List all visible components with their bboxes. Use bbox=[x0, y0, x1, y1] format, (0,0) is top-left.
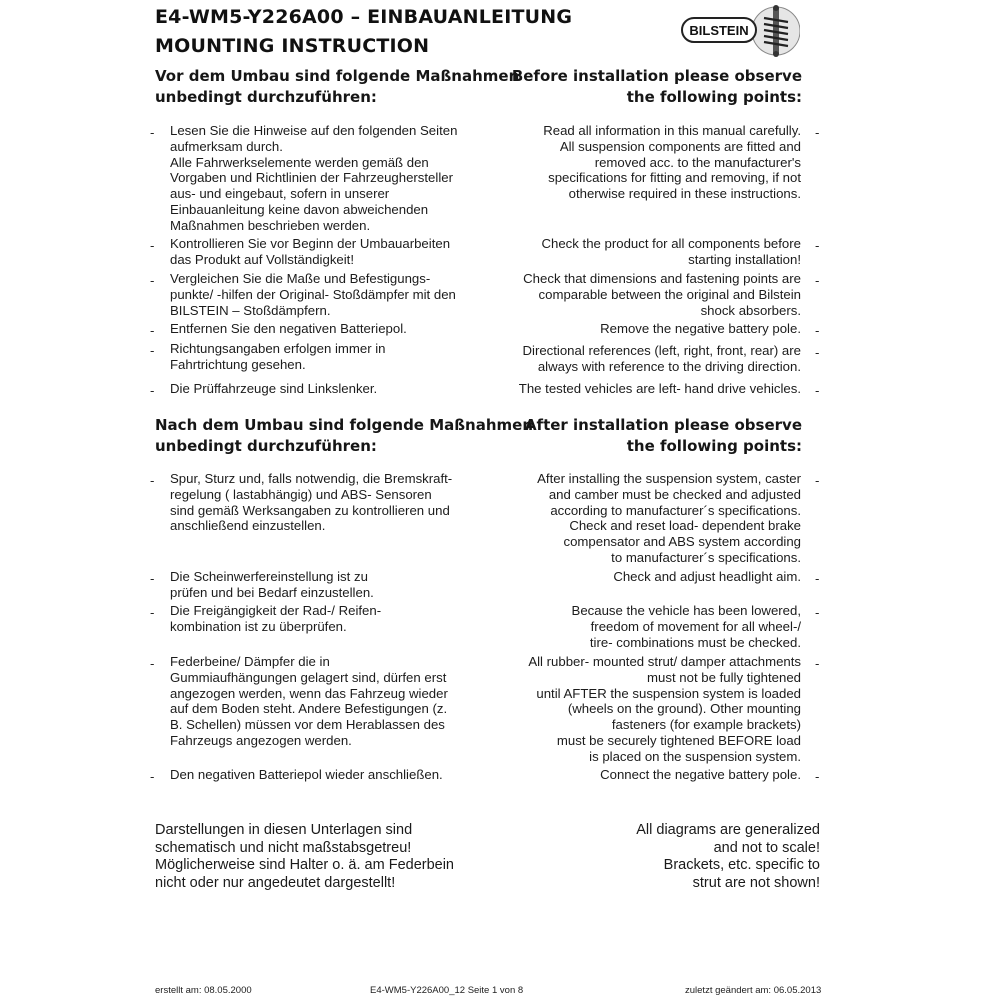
bilstein-logo bbox=[678, 2, 800, 60]
bullet-dash: - bbox=[150, 323, 155, 338]
instruction-line: until AFTER the suspension system is loaded bbox=[536, 685, 801, 701]
instruction-line: and camber must be checked and adjusted bbox=[548, 486, 801, 502]
bullet-dash: - bbox=[150, 125, 155, 140]
instruction-line: Vergleichen Sie die Maße und Befestigungs- bbox=[170, 271, 431, 286]
instruction-line: otherwise required in these instructions. bbox=[568, 186, 801, 202]
instruction-line: must be securely tightened BEFORE load bbox=[556, 732, 801, 748]
bullet-dash: - bbox=[150, 343, 155, 358]
instruction-line: according to manufacturer´s specifications. bbox=[550, 502, 801, 518]
instruction-line: Check the product for all components before bbox=[541, 236, 801, 251]
instruction-before-4-en bbox=[471, 321, 801, 337]
instruction-line: Remove the negative battery pole. bbox=[600, 321, 801, 336]
instruction-line: specifications for fitting and removing, if not bbox=[548, 170, 801, 186]
instruction-line: aus- und eingebaut, sofern in unserer bbox=[170, 186, 390, 202]
instruction-line: removed acc. to the manufacturer's bbox=[594, 154, 801, 170]
before-heading-en: Before installation please observe the following points: bbox=[511, 67, 802, 106]
instruction-after-5-de bbox=[170, 767, 480, 783]
instruction-line: comparable between the original and Bilstein bbox=[538, 286, 801, 302]
instruction-before-5-de bbox=[170, 341, 480, 373]
bullet-dash: - bbox=[815, 656, 820, 671]
instruction-line: must not be fully tightened bbox=[647, 669, 801, 685]
bullet-dash: - bbox=[150, 656, 155, 671]
instruction-line: Die Prüffahrzeuge sind Linkslenker. bbox=[170, 381, 378, 396]
diagram-note-en: All diagrams are generalized and not to scale! Brackets, etc. specific to strut are not shown! bbox=[636, 822, 820, 891]
footer-modified-date: zuletzt geändert am: 06.05.2013 bbox=[685, 985, 822, 996]
instruction-before-6-en bbox=[471, 381, 801, 397]
instruction-line: anschließend einzustellen. bbox=[170, 518, 326, 534]
instruction-line: starting installation! bbox=[688, 251, 801, 267]
instruction-line: Check that dimensions and fastening points are bbox=[523, 271, 801, 286]
instruction-line: auf dem Boden steht. Andere Befestigungen (z. bbox=[170, 701, 448, 717]
instruction-line: Lesen Sie die Hinweise auf den folgenden Seiten bbox=[170, 123, 458, 138]
instruction-after-5-en bbox=[471, 767, 801, 783]
instruction-after-2-de bbox=[170, 569, 480, 601]
instruction-line: shock absorbers. bbox=[700, 302, 801, 318]
instruction-line: Federbeine/ Dämpfer die in bbox=[170, 654, 330, 669]
bullet-dash: - bbox=[815, 323, 820, 338]
instruction-before-2-en bbox=[471, 236, 801, 268]
instruction-line: All rubber- mounted strut/ damper attachments bbox=[528, 654, 801, 669]
bullet-dash: - bbox=[815, 238, 820, 253]
instruction-line: is placed on the suspension system. bbox=[589, 748, 801, 764]
bullet-dash: - bbox=[150, 238, 155, 253]
after-heading-de: Nach dem Umbau sind folgende Maßnahmen unbedingt durchzuführen: bbox=[155, 416, 534, 455]
instruction-after-1-de bbox=[170, 471, 480, 534]
bullet-dash: - bbox=[815, 273, 820, 288]
instruction-line: Fahrtrichtung gesehen. bbox=[170, 356, 306, 372]
instruction-line: always with reference to the driving direction. bbox=[537, 358, 801, 374]
footer-page-number: E4-WM5-Y226A00_12 Seite 1 von 8 bbox=[370, 985, 524, 996]
instruction-line: The tested vehicles are left- hand drive vehicles. bbox=[518, 381, 801, 396]
instruction-line: compensator and ABS system according bbox=[563, 534, 801, 550]
after-heading-en: After installation please observe the following points: bbox=[524, 416, 802, 455]
instruction-before-3-de bbox=[170, 271, 480, 318]
instruction-line: punkte/ -hilfen der Original- Stoßdämpfer mit den bbox=[170, 286, 456, 302]
instruction-line: Directional references (left, right, front, rear) are bbox=[522, 343, 801, 358]
instruction-line: tire- combinations must be checked. bbox=[589, 634, 801, 650]
instruction-line: Kontrollieren Sie vor Beginn der Umbauarbeiten bbox=[170, 236, 451, 251]
instruction-line: Alle Fahrwerkselemente werden gemäß den bbox=[170, 154, 429, 170]
bullet-dash: - bbox=[815, 125, 820, 140]
instruction-line: regelung ( lastabhängig) und ABS- Sensoren bbox=[170, 486, 432, 502]
instruction-after-1-en bbox=[471, 471, 801, 566]
instruction-line: (wheels on the ground). Other mounting bbox=[567, 701, 801, 717]
instruction-line: Check and reset load- dependent brake bbox=[569, 518, 801, 534]
instruction-after-4-en bbox=[471, 654, 801, 765]
instruction-line: Gummiaufhängungen gelagert sind, dürfen erst bbox=[170, 669, 447, 685]
instruction-after-3-de bbox=[170, 603, 480, 635]
instruction-line: After installing the suspension system, caster bbox=[537, 471, 801, 486]
bullet-dash: - bbox=[150, 273, 155, 288]
instruction-line: Check and adjust headlight aim. bbox=[613, 569, 801, 584]
instruction-line: to manufacturer´s specifications. bbox=[611, 549, 801, 565]
instruction-line: kombination ist zu überprüfen. bbox=[170, 618, 347, 634]
instruction-line: angezogen werden, wenn das Fahrzeug wieder bbox=[170, 685, 448, 701]
instruction-line: sind gemäß Werksangaben zu kontrollieren und bbox=[170, 502, 450, 518]
bullet-dash: - bbox=[815, 473, 820, 488]
instruction-before-2-de bbox=[170, 236, 480, 268]
instruction-line: Die Scheinwerfereinstellung ist zu bbox=[170, 569, 368, 584]
instruction-line: prüfen und bei Bedarf einzustellen. bbox=[170, 584, 374, 600]
footer-created-date: erstellt am: 08.05.2000 bbox=[155, 985, 252, 996]
instruction-line: das Produkt auf Vollständigkeit! bbox=[170, 251, 355, 267]
instruction-before-6-de bbox=[170, 381, 480, 397]
before-heading-de: Vor dem Umbau sind folgende Maßnahmen unbedingt durchzuführen: bbox=[155, 67, 520, 106]
logo-text: BILSTEIN bbox=[689, 23, 749, 38]
document-subtitle: MOUNTING INSTRUCTION bbox=[155, 35, 430, 57]
instruction-line: Den negativen Batteriepol wieder anschließen. bbox=[170, 767, 443, 782]
bullet-dash: - bbox=[150, 571, 155, 586]
instruction-line: All suspension components are fitted and bbox=[559, 138, 801, 154]
diagram-note-de: Darstellungen in diesen Unterlagen sind schematisch und nicht maßstabsgetreu! Möglicherweise sind Halter o. ä. am Federbein nicht oder nur angedeutet dargestellt! bbox=[155, 822, 454, 891]
instruction-line: Read all information in this manual carefully. bbox=[543, 123, 801, 138]
bullet-dash: - bbox=[815, 571, 820, 586]
instruction-line: Die Freigängigkeit der Rad-/ Reifen- bbox=[170, 603, 382, 618]
instruction-after-2-en bbox=[471, 569, 801, 585]
document-title: E4-WM5-Y226A00 – EINBAUANLEITUNG bbox=[155, 6, 573, 28]
instruction-line: Einbauanleitung keine davon abweichenden bbox=[170, 201, 429, 217]
instruction-before-1-en bbox=[471, 123, 801, 202]
bullet-dash: - bbox=[815, 605, 820, 620]
instruction-line: Spur, Sturz und, falls notwendig, die Bremskraft- bbox=[170, 471, 453, 486]
instruction-after-3-en bbox=[471, 603, 801, 650]
bullet-dash: - bbox=[815, 345, 820, 360]
instruction-line: Fahrzeugs angezogen werden. bbox=[170, 732, 352, 748]
bullet-dash: - bbox=[815, 769, 820, 784]
bullet-dash: - bbox=[150, 769, 155, 784]
instruction-before-5-en bbox=[471, 343, 801, 375]
instruction-after-4-de bbox=[170, 654, 480, 749]
instruction-line: Maßnahmen beschrieben werden. bbox=[170, 217, 371, 233]
instruction-line: aufmerksam durch. bbox=[170, 138, 283, 154]
instruction-line: freedom of movement for all wheel-/ bbox=[590, 618, 801, 634]
instruction-before-4-de bbox=[170, 321, 480, 337]
instruction-line: Vorgaben und Richtlinien der Fahrzeughersteller bbox=[170, 170, 453, 186]
instruction-line: B. Schellen) müssen vor dem Herablassen des bbox=[170, 717, 445, 733]
bullet-dash: - bbox=[150, 383, 155, 398]
bullet-dash: - bbox=[815, 383, 820, 398]
instruction-before-1-de bbox=[170, 123, 480, 234]
instruction-line: BILSTEIN – Stoßdämpfern. bbox=[170, 302, 331, 318]
bullet-dash: - bbox=[150, 605, 155, 620]
bullet-dash: - bbox=[150, 473, 155, 488]
instruction-line: Connect the negative battery pole. bbox=[600, 767, 801, 782]
instruction-line: fasteners (for example brackets) bbox=[611, 717, 801, 733]
instruction-line: Entfernen Sie den negativen Batteriepol. bbox=[170, 321, 407, 336]
instruction-line: Because the vehicle has been lowered, bbox=[571, 603, 801, 618]
instruction-line: Richtungsangaben erfolgen immer in bbox=[170, 341, 386, 356]
instruction-before-3-en bbox=[471, 271, 801, 318]
